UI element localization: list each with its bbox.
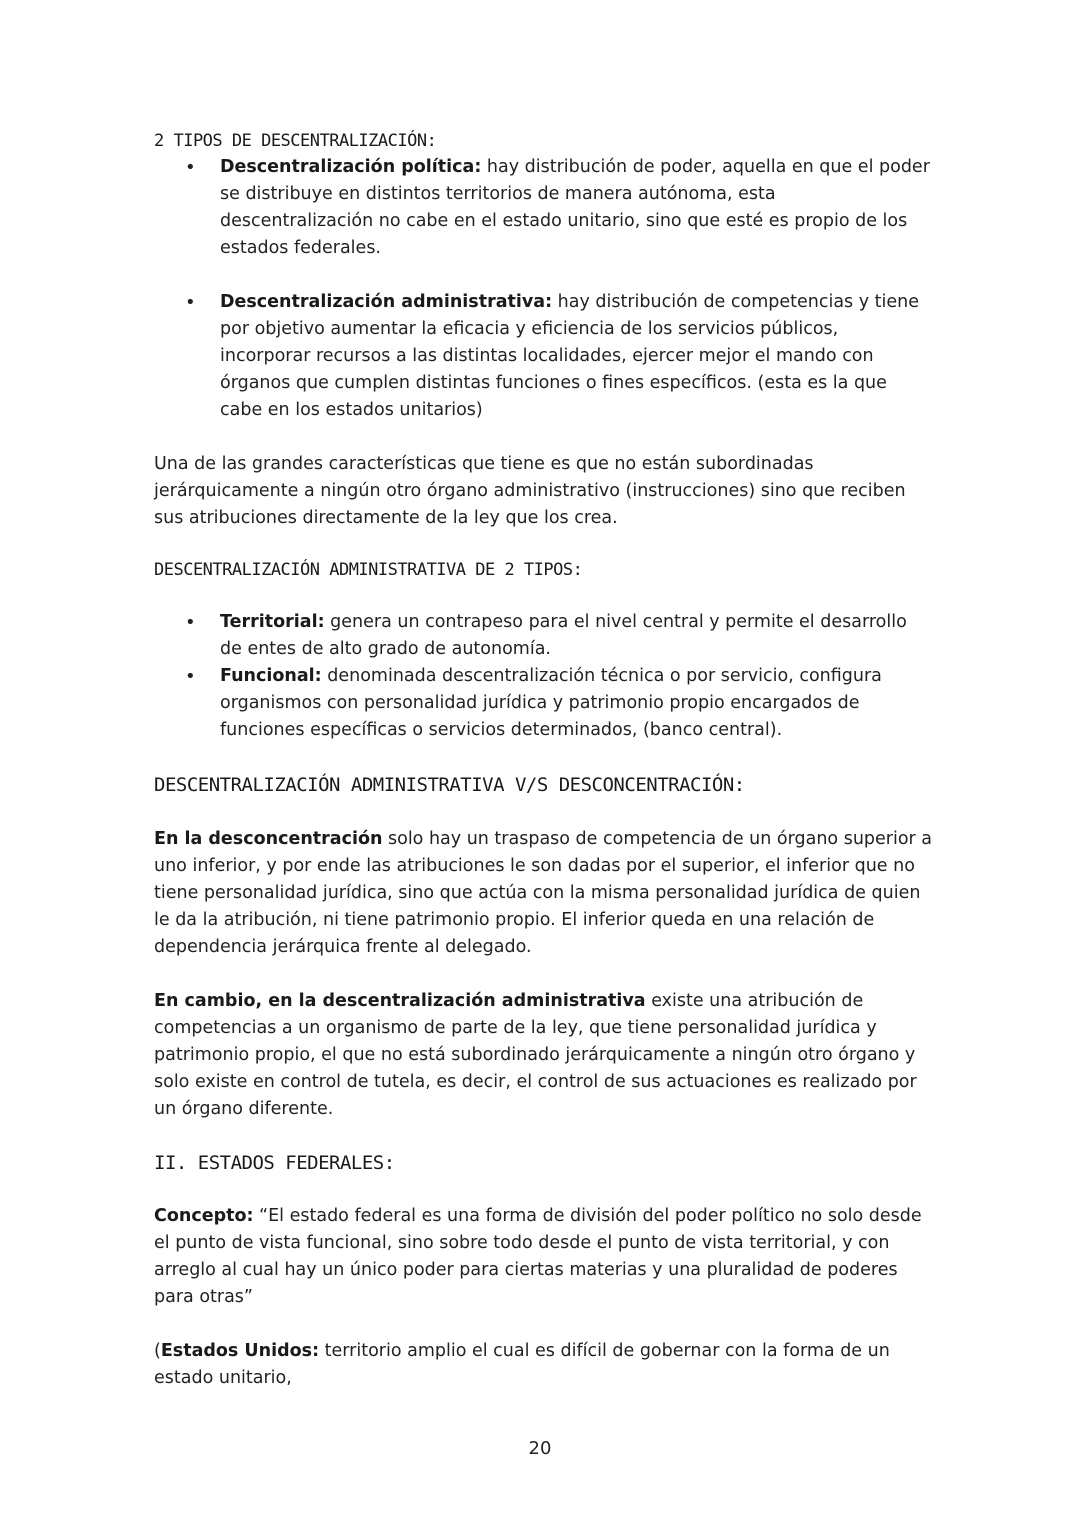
term-label: Estados Unidos: [160, 1341, 320, 1361]
term-label: En la desconcentración [154, 829, 383, 849]
term-label: En cambio, en la descentralización administrativa [154, 991, 646, 1011]
term-label: Descentralización política: [220, 157, 482, 177]
paragraph-concepto [154, 1203, 934, 1311]
term-label: Territorial: [220, 612, 325, 632]
paragraph-text: “El estado federal es una forma de división del poder político no solo desde el punto de vista funcional, sino sobre todo desde el punto de vista territorial, y con arreglo al cual hay un único poder para ciertas materias y una pluralidad de poderes para otras” [154, 1206, 922, 1307]
bullet-list-tipos [154, 154, 934, 424]
paren-prefix: ( [154, 1341, 161, 1361]
term-text: hay distribución de poder, aquella en que el poder se distribuye en distintos territorios de manera autónoma, esta descentralización no cabe en el estado unitario, sino que esté es propio de los estados federales. [220, 157, 930, 258]
term-text: genera un contrapeso para el nivel central y permite el desarrollo de entes de alto grado de autonomía. [220, 612, 907, 659]
page-number: 20 [528, 1438, 552, 1459]
paragraph-text: existe una atribución de competencias a un organismo de parte de la ley, que tiene personalidad jurídica y patrimonio propio, el que no está subordinado jerárquicamente a ningún otro órgano y solo existe en control de tutela, es decir, el control de sus actuaciones es realizado por un órgano diferente. [154, 991, 917, 1119]
section-heading-tipos: 2 TIPOS DE DESCENTRALIZACIÓN: [154, 131, 437, 151]
bullet-list-descentralizacion [154, 609, 934, 744]
paragraph-estados-unidos [154, 1338, 934, 1392]
term-label: Concepto: [154, 1206, 254, 1226]
list-item [220, 289, 934, 424]
paragraph-desconcentracion [154, 826, 934, 961]
list-item [220, 609, 934, 663]
term-text: denominada descentralización técnica o por servicio, configura organismos con personalidad jurídica y patrimonio propio encargados de funciones específicas o servicios determinados, (banco central). [220, 666, 882, 740]
list-item [220, 663, 934, 744]
term-text: hay distribución de competencias y tiene por objetivo aumentar la eficacia y eficiencia de los servicios públicos, incorporar recursos a las distintas localidades, ejercer mejor el mando con órganos que cumplen distintas funciones o fines específicos. (esta es la que cabe en los estados unitarios) [220, 292, 920, 420]
section-heading-vs: DESCENTRALIZACIÓN ADMINISTRATIVA V/S DESCONCENTRACIÓN: [154, 774, 745, 796]
list-item [220, 154, 934, 262]
section-heading-descentralizacion-tipos: DESCENTRALIZACIÓN ADMINISTRATIVA DE 2 TIPOS: [154, 560, 583, 580]
term-label: Descentralización administrativa: [220, 292, 553, 312]
term-label: Funcional: [220, 666, 322, 686]
paragraph-text: territorio amplio el cual es difícil de gobernar con la forma de un estado unitario, [154, 1341, 890, 1388]
paragraph-caracteristicas: Una de las grandes características que tiene es que no están subordinadas jerárquicamente a ningún otro órgano administrativo (instrucciones) sino que reciben sus atribuciones directamente de la ley que los crea. [154, 454, 906, 528]
section-heading-estados-federales: II. ESTADOS FEDERALES: [154, 1152, 395, 1174]
document-page [154, 128, 934, 1392]
paragraph-descentralizacion-administrativa [154, 988, 934, 1123]
paragraph-text: solo hay un traspaso de competencia de un órgano superior a uno inferior, y por ende las atribuciones le son dadas por el superior, el inferior que no tiene personalidad jurídica, sino que actúa con la misma personalidad jurídica de quien le da la atribución, ni tiene patrimonio propio. El inferior queda en una relación de dependencia jerárquica frente al delegado. [154, 829, 933, 957]
